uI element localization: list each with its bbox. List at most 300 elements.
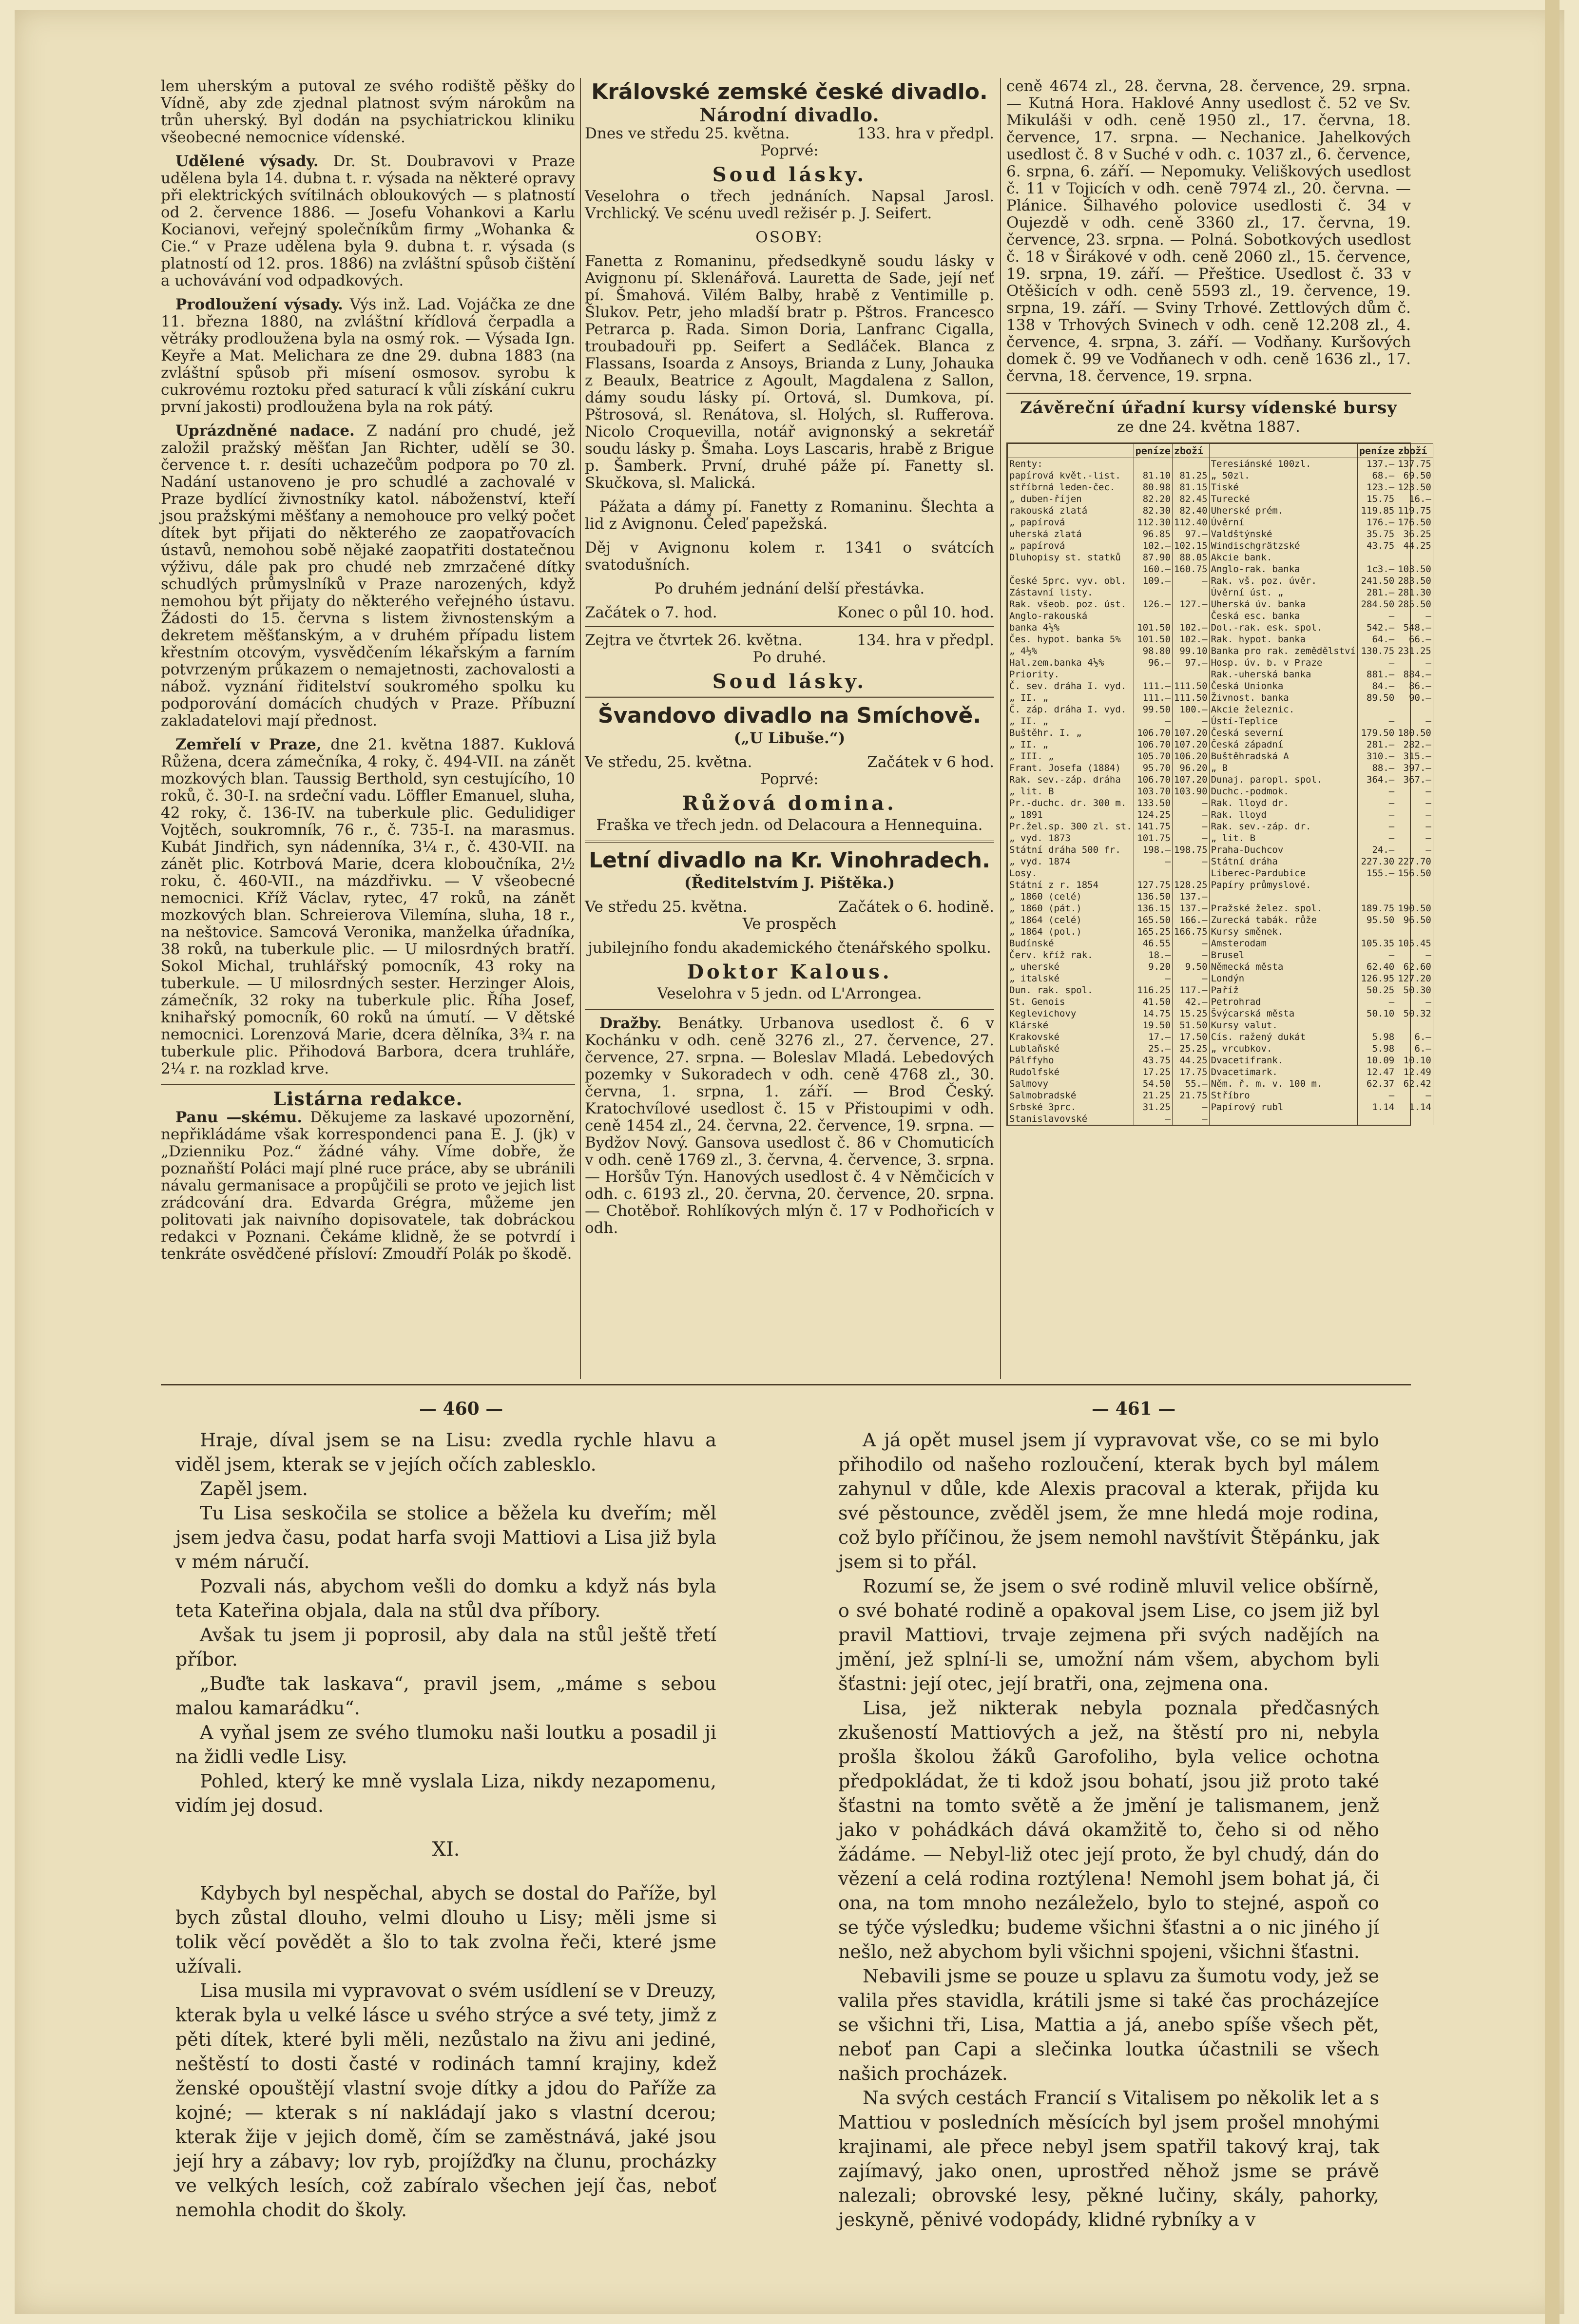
table-row	[1008, 517, 1433, 528]
news-item	[161, 1109, 575, 1263]
table-cell: 160.—	[1134, 563, 1172, 575]
table-row	[1008, 844, 1433, 856]
table-cell: —	[1396, 821, 1433, 832]
table-cell: —	[1134, 856, 1172, 867]
table-cell: 50.10	[1357, 1008, 1396, 1019]
table-row	[1008, 739, 1433, 750]
table-cell: Česká západní	[1209, 739, 1357, 750]
news-text: Benátky. Urbanova usedlost č. 6 v Kochánku v odh. ceně 3276 zl., 27. července, 27. července, 27. srpna. — Boleslav Mladá. Lebedových pozemky v Sukoradech v odh. ceně 4768 zl., 30. června, 1. srpna, 1. září. — Brod Český. Kratochvílové usedlost č. 15 v Přistoupimi v odh. ceně 1454 zl., 24. června, 22. července, 19. srpna. — Bydžov Nový. Gansova usedlost č. 86 v Chomuticích v odh. ceně 1769 zl., 3. června, 4. července, 3. srpna. — Horšův Týn. Hanových usedlost č. 4 v Němčicích v odh. c. 6193 zl., 20. června, 20. července, 20. srpna. — Chotěboř. Rohlíkových mlýn č. 17 v Podhořicích v odh.	[585, 1015, 994, 1237]
table-cell: 102.—	[1134, 540, 1172, 552]
divider	[585, 1009, 994, 1010]
table-cell: Česká esc. banka	[1209, 610, 1357, 622]
table-cell: 10.09	[1357, 1055, 1396, 1066]
table-cell: 283.50	[1396, 575, 1433, 587]
table-cell: 86.—	[1396, 680, 1433, 692]
table-header-cell: peníze	[1357, 444, 1396, 458]
table-row	[1008, 996, 1433, 1008]
table-cell: 101.75	[1134, 832, 1172, 844]
table-cell: 198.—	[1134, 844, 1172, 856]
exchange-table-box	[1006, 442, 1431, 1126]
table-cell: 99.50	[1134, 704, 1172, 715]
news-heading: Udělené výsady.	[175, 153, 319, 170]
feuilleton-right-column	[838, 1428, 1379, 2232]
table-cell: —	[1357, 1090, 1396, 1101]
table-cell: —	[1396, 809, 1433, 821]
table-cell: 106.20	[1172, 750, 1209, 762]
table-cell: 31.25	[1134, 1101, 1172, 1113]
table-cell: 9.50	[1172, 961, 1209, 973]
table-cell: 62.42	[1396, 1078, 1433, 1090]
play-title: Soud lásky.	[712, 163, 867, 186]
table-cell: Duchc.-podmok.	[1209, 786, 1357, 797]
table-cell: 160.75	[1172, 563, 1209, 575]
table-cell: 95.70	[1134, 762, 1172, 774]
table-cell: „ vyd. 1873	[1008, 832, 1134, 844]
table-cell: —	[1396, 797, 1433, 809]
table-cell: Rak. sev.-záp. dr.	[1209, 821, 1357, 832]
table-cell: 35.75	[1357, 528, 1396, 540]
table-cell: Akcie bank.	[1209, 552, 1357, 563]
table-row	[1008, 786, 1433, 797]
table-cell: —	[1134, 715, 1172, 727]
table-cell: 117.—	[1172, 984, 1209, 996]
paragraph: Pohled, který ke mně vyslala Liza, nikdy nezapomenu, vidím jej dosud.	[175, 1770, 716, 1816]
pause-note: Po druhém jednání delší přestávka.	[654, 580, 925, 597]
cast-extra: Pážata a dámy pí. Fanetty z Romaninu. Šlechta a lid z Avignonu. Čeleď papežská.	[585, 498, 994, 533]
table-row	[1008, 505, 1433, 517]
paragraph: Kdybych byl nespěchal, abych se dostal do Paříže, byl bych zůstal dlouho, velmi dlouho u Lisy; měli jsme si tolik věcí povědět a šlo to tak zvolna řeči, které jsme užívali.	[175, 1882, 716, 1977]
table-cell: Akcie železnic.	[1209, 704, 1357, 715]
table-cell: papírová květ.-list.	[1008, 470, 1134, 481]
table-cell: 1c3.—	[1357, 563, 1396, 575]
table-cell: 100.—	[1172, 704, 1209, 715]
table-cell: —	[1134, 973, 1172, 984]
table-cell: 281.30	[1396, 587, 1433, 598]
table-cell: 123.—	[1357, 481, 1396, 493]
table-cell: 97.—	[1172, 657, 1209, 669]
table-cell: Dun. rak. spol.	[1008, 984, 1134, 996]
table-cell	[1172, 867, 1209, 879]
table-cell: 9.20	[1134, 961, 1172, 973]
table-row	[1008, 867, 1433, 879]
performance-date: Zejtra ve čtvrtek 26. května.	[585, 632, 803, 649]
table-cell: Pr.-duchc. dr. 300 m.	[1008, 797, 1134, 809]
table-cell: 165.25	[1134, 926, 1172, 938]
table-cell: 88.—	[1357, 762, 1396, 774]
feuilleton-rule	[161, 1384, 1411, 1385]
table-row	[1008, 704, 1433, 715]
table-cell: 80.98	[1134, 481, 1172, 493]
table-header-row	[1008, 444, 1433, 458]
table-row	[1008, 926, 1433, 938]
news-item	[161, 296, 575, 416]
table-cell: „ papírová	[1008, 517, 1134, 528]
table-cell: 64.—	[1357, 634, 1396, 645]
table-row	[1008, 715, 1433, 727]
table-cell: 102.—	[1172, 622, 1209, 634]
feuilleton-left-column	[175, 1428, 716, 2222]
news-text: Výs inž. Lad. Vojáčka ze dne 11. března 1880, na zvláštní křídlová čerpadla a větráky prodloužena byla na osmý rok. — Výsada Ign. Keyře a Mat. Melichara ze dne 29. dubna 1883 (na zvláštní spůsob při mísení osmosov. syrobu k cukrovému roztoku před saturací k vůli získání cukru první jakosti) prodloužena byla na rok pátý.	[161, 296, 575, 416]
table-header-cell: zboží	[1172, 444, 1209, 458]
exchange-date: ze dne 24. května 1887.	[1117, 418, 1300, 436]
performance-line	[585, 754, 994, 771]
table-cell: —	[1172, 1101, 1209, 1113]
paragraph: Zapěl jsem.	[200, 1478, 308, 1499]
table-cell: 44.25	[1396, 540, 1433, 552]
table-cell: —	[1134, 1113, 1172, 1125]
table-cell: 102.—	[1172, 634, 1209, 645]
table-cell: —	[1172, 938, 1209, 949]
table-cell: „ 1860 (celé)	[1008, 891, 1134, 903]
table-cell: 54.50	[1134, 1078, 1172, 1090]
table-cell: —	[1172, 856, 1209, 867]
table-row	[1008, 563, 1433, 575]
table-cell	[1172, 610, 1209, 622]
table-cell: 62.37	[1357, 1078, 1396, 1090]
table-cell: St. Genois	[1008, 996, 1134, 1008]
table-cell	[1396, 704, 1433, 715]
table-cell: 227.30	[1357, 856, 1396, 867]
table-cell: 165.50	[1134, 914, 1172, 926]
table-cell	[1357, 926, 1396, 938]
table-cell: 15.25	[1172, 1008, 1209, 1019]
play-setting: Děj v Avignonu kolem r. 1341 o svátcích svatodušních.	[585, 539, 994, 574]
table-cell	[1008, 563, 1134, 575]
table-cell	[1209, 891, 1357, 903]
table-cell: 176.50	[1396, 517, 1433, 528]
theatre-subtitle: („U Libuše.“)	[733, 730, 846, 747]
table-cell: Něm. ř. m. v. 100 m.	[1209, 1078, 1357, 1090]
table-cell: 123.50	[1396, 481, 1433, 493]
premiere-label: Poprvé:	[760, 770, 819, 788]
performance-date: Ve středu 25. května.	[585, 898, 748, 916]
section-title: Listárna redakce.	[273, 1088, 463, 1110]
table-row	[1008, 1113, 1433, 1125]
news-heading: Panu —skému.	[175, 1109, 303, 1126]
table-cell: 101.50	[1134, 622, 1172, 634]
table-cell: Buštěhradská A	[1209, 750, 1357, 762]
table-cell: Amsterodam	[1209, 938, 1357, 949]
table-row	[1008, 470, 1433, 481]
table-row	[1008, 540, 1433, 552]
table-cell: 82.20	[1134, 493, 1172, 505]
table-row	[1008, 949, 1433, 961]
table-cell: „ uherské	[1008, 961, 1134, 973]
table-cell: „ II. „	[1008, 739, 1134, 750]
table-row	[1008, 762, 1433, 774]
performance-number: 133. hra v předpl.	[857, 125, 994, 142]
table-cell: Frant. Josefa (1884)	[1008, 762, 1134, 774]
table-row	[1008, 1043, 1433, 1055]
news-text: Z nadání pro chudé, jež založil pražský měšťan Jan Richter, udělí se 30. července t. r. desíti uchazečům podpora po 70 zl. Nadání ustanoveno je pro schudlé a zachovalé v Praze bydlící živnostníky katol. náboženství, kteří jsou pražskými měšťany a nemohouce pro velký počet dítek byt přijati do některého ze zaopatřovacích ústavů, nemohou sobě nějaké zaopatřiti dostatečnou výživu, dále pak pro chudé neb zmrzačené dítky schudlých průmyslníků v Praze narozených, když nemohou být přijaty do některého veřejného ústavu. Žádosti do 15. června s listem živnostenským a dekretem měšťanským, a v druhém případu listem křestním otcovým, vysvědčením lékařským a farním potvrzeným průkazem o nemajetnosti, zachovalosti a nábož. vyznání řiditelství soukromého spolku ku podporování domácích chudých v Praze. Příbuzní zakladatelovi mají přednost.	[161, 422, 575, 730]
table-row	[1008, 903, 1433, 914]
table-cell: 112.30	[1134, 517, 1172, 528]
table-cell: Ústí-Teplice	[1209, 715, 1357, 727]
table-cell: Č. záp. dráha I. vyd.	[1008, 704, 1134, 715]
performance-line	[585, 125, 994, 142]
benefit-label: Ve prospěch	[742, 915, 837, 933]
auction-list	[585, 1015, 994, 1237]
table-cell: 106.70	[1134, 727, 1172, 739]
table-cell: Dvacetifrank.	[1209, 1055, 1357, 1066]
table-cell: 96.85	[1134, 528, 1172, 540]
exchange-title: Závěreční úřadní kursy vídenské bursy	[1020, 398, 1398, 418]
table-cell: Uherská úv. banka	[1209, 598, 1357, 610]
table-cell: 98.80	[1134, 645, 1172, 657]
table-cell: 548.—	[1396, 622, 1433, 634]
table-cell: rakouská zlatá	[1008, 505, 1134, 517]
paragraph: Lisa, jež nikterak nebyla poznala předčasných zkušeností Mattiových a jež, na štěstí pro ni, nebyla prošla školou žáků Garofoliho, byla velice ochotna předpokládat, že ti kdož jsou bohatí, jsou již proto také šťastni na tomto světě a že jmění je talismanem, jenž jako v pohádkách dává okamžitě to, čeho si od něho žádáme. — Nebyl-liž otec její proto, že byl chudý, dán do vězení a celá rodina roztýlena! Nemohl jsem bohat já, či ona, na tom mnoho nezáleželo, bylo to stejné, aspoň co se týče výsledku; budeme všichni šťastni a o nic jiného jí nešlo, než abychom byli všichni spojeni, všichni šťastni.	[838, 1697, 1379, 1962]
table-row	[1008, 1090, 1433, 1101]
table-cell: Papíry průmyslové.	[1209, 879, 1357, 891]
table-cell: —	[1396, 610, 1433, 622]
table-cell: 241.50	[1357, 575, 1396, 587]
table-cell: Dluhopisy st. statků	[1008, 552, 1134, 563]
table-cell: Pálffyho	[1008, 1055, 1134, 1066]
table-cell: Krakovské	[1008, 1031, 1134, 1043]
table-row	[1008, 938, 1433, 949]
table-cell: 111.—	[1134, 680, 1172, 692]
table-cell: Rak. lloyd dr.	[1209, 797, 1357, 809]
table-cell: „ lit. B	[1209, 832, 1357, 844]
table-row	[1008, 634, 1433, 645]
start-time: Začátek v 6 hod.	[867, 753, 994, 771]
table-cell: Brusel	[1209, 949, 1357, 961]
table-cell: 137.—	[1172, 891, 1209, 903]
table-header-cell: zboží	[1396, 444, 1433, 458]
table-row	[1008, 669, 1433, 680]
cast-list: Fanetta z Romaninu, předsedkyně soudu lásky v Avignonu pí. Sklenářová. Lauretta de Sade, její neť pí. Šmahová. Vilém Balby, hrabě z Ventimille p. Šlukov. Petr, jeho mladší bratr p. Pštros. Francesco Petrarca p. Rada. Simon Doria, Lanfranc Cigalla, troubadouři pp. Seifert a Sedláček. Blanca z Flassans, Isoarda z Ansoys, Brianda z Luny, Johauka z Beaulx, Beatrice z Agoult, Magdalena z Sallon, dámy soudu lásky pí. Ortová, sl. Dumkova, pí. Pštrosová, sl. Renátova, sl. Holých, sl. Rufferova. Nicolo Croquevilla, notář avignonský a sekretář soudu lásky p. Šmaha. Loys Lascaris, hrabě z Brigue p. Šamberk. První, druhé páže pí. Fanetty sl. Skučkova, sl. Malická.	[585, 252, 994, 492]
table-cell: Německá města	[1209, 961, 1357, 973]
table-cell: 6.—	[1396, 1043, 1433, 1055]
table-cell: Červ. kříž rak.	[1008, 949, 1134, 961]
table-row	[1008, 1008, 1433, 1019]
table-cell: Salmobradské	[1008, 1090, 1134, 1101]
table-row	[1008, 657, 1433, 669]
table-cell: 884.—	[1396, 669, 1433, 680]
table-cell: Rak. sev.-záp. dráha	[1008, 774, 1134, 786]
table-cell: Hosp. úv. b. v Praze	[1209, 657, 1357, 669]
table-cell: 50.32	[1396, 1008, 1433, 1019]
table-cell: 96.—	[1134, 657, 1172, 669]
table-cell: —	[1357, 715, 1396, 727]
paragraph: „Buďte tak laskava“, pravil jsem, „máme s sebou malou kamarádku“.	[175, 1673, 716, 1719]
table-cell: 397.—	[1396, 762, 1433, 774]
table-cell: 19.50	[1134, 1019, 1172, 1031]
table-cell: 136.50	[1134, 891, 1172, 903]
table-row	[1008, 493, 1433, 505]
table-cell: 130.75	[1357, 645, 1396, 657]
table-cell: 116.25	[1134, 984, 1172, 996]
table-cell	[1134, 587, 1172, 598]
table-cell: —	[1357, 610, 1396, 622]
table-cell	[1209, 1113, 1357, 1125]
paragraph: Nebavili jsme se pouze u splavu za šumotu vody, jež se valila přes stavidla, krátili jsme si také čas procházejíce se všichni tři, Lisa, Mattia a já, anebo spíše všech pět, neboť pan Capi a slečinka loutka účastnili se všech našich procházek.	[838, 1965, 1379, 2084]
binding-edge	[1545, 0, 1560, 2324]
performance-line	[585, 632, 994, 649]
table-cell: 198.75	[1172, 844, 1209, 856]
table-cell: 119.85	[1357, 505, 1396, 517]
table-row	[1008, 879, 1433, 891]
paragraph: Rozumí se, že jsem o své rodině mluvil velice obšírně, o své bohaté rodině a opakoval jsem Lise, co jsem již byl pravil Mattiovi, trvaje zejmena při svých nadějích na jmění, jež splní-li se, umožní nám všem, abychom byli šťastni: její otec, její bratři, ona, zejmena ona.	[838, 1575, 1379, 1694]
table-cell: 97.—	[1172, 528, 1209, 540]
table-cell: 62.60	[1396, 961, 1433, 973]
time-line	[585, 604, 994, 621]
table-cell: Renty:	[1008, 458, 1134, 470]
table-cell: 542.—	[1357, 622, 1396, 634]
table-cell: 95.50	[1357, 914, 1396, 926]
table-cell: Dunaj. paropl. spol.	[1209, 774, 1357, 786]
table-cell: Banka pro rak. zemědělství	[1209, 645, 1357, 657]
table-row	[1008, 458, 1433, 470]
table-cell: Dol.-rak. esk. spol.	[1209, 622, 1357, 634]
table-cell: 25.—	[1134, 1043, 1172, 1055]
table-cell: Srbské 3prc.	[1008, 1101, 1134, 1113]
table-cell: 137.—	[1357, 458, 1396, 470]
table-cell: Losy.	[1008, 867, 1134, 879]
table-cell: „ B	[1209, 762, 1357, 774]
play-description: Veselohra o třech jednáních. Napsal Jarosl. Vrchlický. Ve scénu uvedl režisér p. J. Seifert.	[585, 188, 994, 222]
table-cell: 106.70	[1134, 739, 1172, 750]
table-cell: 46.55	[1134, 938, 1172, 949]
table-cell: 21.75	[1172, 1090, 1209, 1101]
table-cell: —	[1172, 797, 1209, 809]
start-time: Začátek o 6. hodině.	[838, 898, 994, 916]
table-cell: Rak. vš. poz. úvěr.	[1209, 575, 1357, 587]
table-cell: „ italské	[1008, 973, 1134, 984]
table-cell	[1134, 669, 1172, 680]
table-row	[1008, 797, 1433, 809]
table-cell: „ 4½%	[1008, 645, 1134, 657]
column-rule	[580, 78, 581, 1379]
table-cell: uherská zlatá	[1008, 528, 1134, 540]
table-cell: 176.—	[1357, 517, 1396, 528]
table-cell: 87.90	[1134, 552, 1172, 563]
table-cell: 107.20	[1172, 774, 1209, 786]
news-heading: Zemřelí v Praze,	[175, 736, 322, 753]
table-cell: 166.75	[1172, 926, 1209, 938]
table-cell: Hal.zem.banka 4½%	[1008, 657, 1134, 669]
table-cell: —	[1357, 809, 1396, 821]
table-cell: 127.75	[1134, 879, 1172, 891]
play-description: Veselohra v 5 jedn. od L'Arrongea.	[657, 985, 922, 1002]
start-time: Začátek o 7. hod.	[585, 604, 717, 621]
table-row	[1008, 1019, 1433, 1031]
table-cell: 190.50	[1396, 903, 1433, 914]
table-cell: —	[1357, 996, 1396, 1008]
table-row	[1008, 692, 1433, 704]
chapter-number: XI.	[432, 1838, 460, 1861]
table-cell: 50.25	[1357, 984, 1396, 996]
table-cell: Pr.žel.sp. 300 zl. st.	[1008, 821, 1134, 832]
table-cell: Švýcarská města	[1209, 1008, 1357, 1019]
table-cell: 90.—	[1396, 692, 1433, 704]
table-cell: Česká severní	[1209, 727, 1357, 739]
table-cell: 315.—	[1396, 750, 1433, 762]
news-text: Dr. St. Doubravovi v Praze udělena byla 14. dubna t. r. výsada na některé opravy při elektrických svítilnách obloukových — s platností od 2. července 1886. — Josefu Vohankovi a Karlu Kocianovi, veřejný společníkům firmy „Wohanka & Cie.“ v Praze udělena byla 9. dubna t. r. výsada (s platností od 12. pros. 1886) na zvláštní spůsob čištění a uchovávání vod odpadkových.	[161, 153, 575, 289]
table-cell: Zurecká tabák. růže	[1209, 914, 1357, 926]
table-cell	[1396, 1019, 1433, 1031]
premiere-label: Poprvé:	[760, 142, 819, 159]
table-cell: 17.75	[1172, 1066, 1209, 1078]
table-cell: 42.—	[1172, 996, 1209, 1008]
table-cell: 41.50	[1134, 996, 1172, 1008]
table-cell: 25.25	[1172, 1043, 1209, 1055]
paragraph: A vyňal jsem ze svého tlumoku naši loutku a posadil ji na židli vedle Lisy.	[175, 1722, 716, 1767]
table-cell: 12.49	[1396, 1066, 1433, 1078]
news-text: Děkujeme za laskavé upozornění, nepřikládáme však korrespondenci pana E. J. (jk) v „Dzienniku Poz.“ žádné váhy. Víme dobře, že poznaňští Poláci mají plné ruce práce, aby se ubránili návalu germanisace a propůjčili se proto ve jejich list zrádcování dra. Edvarda Grégra, můžeme jen politovati jak naivního dopisovatele, tak dobráckou redakci v Poznani. Čekáme klidně, že se potvrdí i tenkráte osvědčené přísloví: Zmoudří Polák po škodě.	[161, 1109, 575, 1263]
table-cell: Lublaňské	[1008, 1043, 1134, 1055]
divider	[1006, 392, 1411, 394]
table-row	[1008, 587, 1433, 598]
table-cell: stříbrná leden-čec.	[1008, 481, 1134, 493]
play-title: Soud lásky.	[712, 670, 867, 693]
column-rule	[1000, 78, 1001, 1379]
table-cell: 166.—	[1172, 914, 1209, 926]
table-cell	[1134, 458, 1172, 470]
table-cell: Priority.	[1008, 669, 1134, 680]
table-cell: —	[1172, 809, 1209, 821]
table-cell: 17.25	[1134, 1066, 1172, 1078]
table-cell: Buštěhr. I. „	[1008, 727, 1134, 739]
table-cell: Klárské	[1008, 1019, 1134, 1031]
table-cell: 285.50	[1396, 598, 1433, 610]
table-cell: Zástavní listy.	[1008, 587, 1134, 598]
table-cell: „ 1891	[1008, 809, 1134, 821]
table-cell: „ vyd. 1874	[1008, 856, 1134, 867]
table-cell: —	[1357, 821, 1396, 832]
table-cell: České 5prc. vyv. obl.	[1008, 575, 1134, 587]
table-cell: Teresiánské 100zl.	[1209, 458, 1357, 470]
table-cell	[1172, 669, 1209, 680]
table-cell: Úvěrní	[1209, 517, 1357, 528]
news-item	[161, 736, 575, 1077]
table-cell: 156.50	[1396, 867, 1433, 879]
table-cell: 137.—	[1172, 903, 1209, 914]
table-cell: —	[1396, 715, 1433, 727]
play-title: Růžová domina.	[682, 792, 897, 815]
table-cell	[1134, 610, 1172, 622]
table-cell: Budínské	[1008, 938, 1134, 949]
table-cell: Rak. hypot. banka	[1209, 634, 1357, 645]
table-cell: —	[1357, 797, 1396, 809]
left-column	[161, 78, 575, 1269]
table-cell: —	[1396, 996, 1433, 1008]
table-row	[1008, 832, 1433, 844]
table-cell: 231.25	[1396, 645, 1433, 657]
table-row	[1008, 1078, 1433, 1090]
table-cell: Státní z r. 1854	[1008, 879, 1134, 891]
table-cell: Stříbro	[1209, 1090, 1357, 1101]
table-row	[1008, 856, 1433, 867]
table-cell: Rudolfské	[1008, 1066, 1134, 1078]
table-cell: Dvacetimark.	[1209, 1066, 1357, 1078]
table-row	[1008, 1031, 1433, 1043]
table-cell: 81.10	[1134, 470, 1172, 481]
table-cell: 111.—	[1134, 692, 1172, 704]
table-cell: —	[1172, 1113, 1209, 1125]
table-cell: 281.—	[1357, 739, 1396, 750]
repeat-label: Po druhé.	[752, 649, 827, 666]
table-row	[1008, 1055, 1433, 1066]
table-cell: 111.50	[1172, 680, 1209, 692]
table-cell: —	[1172, 973, 1209, 984]
table-cell: Praha-Duchcov	[1209, 844, 1357, 856]
table-cell: „ III. „	[1008, 750, 1134, 762]
table-row	[1008, 1101, 1433, 1113]
theatre-title: Švandovo divadlo na Smíchově.	[597, 703, 982, 728]
table-row	[1008, 891, 1433, 903]
